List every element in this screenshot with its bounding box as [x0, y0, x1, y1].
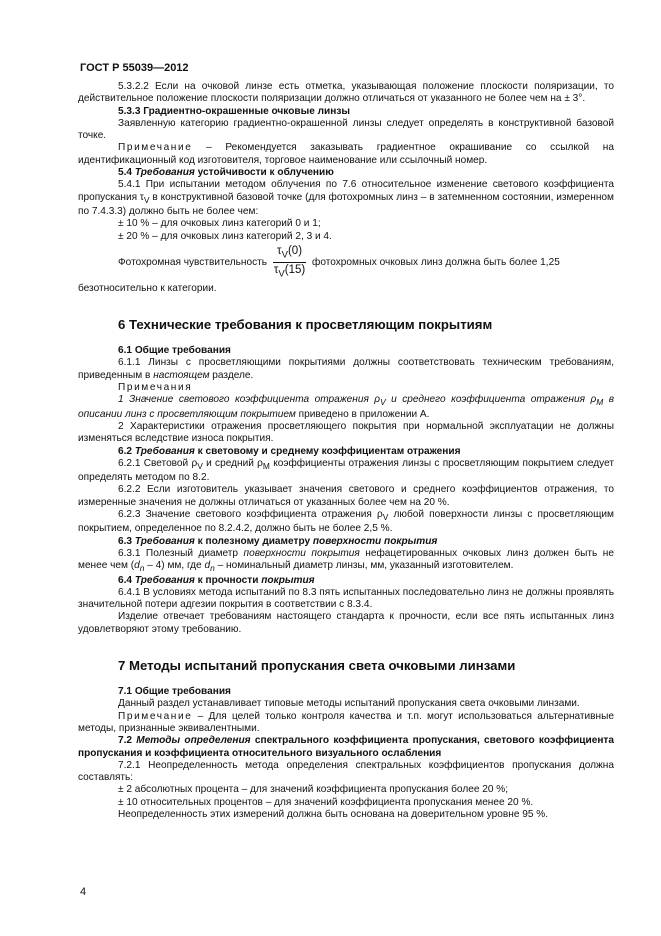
text-italic: поверхности покрытия	[243, 547, 360, 559]
heading-5-4	[78, 167, 614, 179]
heading-rest: к полезному диаметру	[194, 535, 313, 547]
symbol-d: d	[204, 560, 211, 572]
text: 6.1.1 Линзы с просветляющими покрытиями должны соответствовать техническим требованиям, приведенным в	[78, 357, 614, 381]
note-label: Примечание	[118, 142, 193, 154]
paragraph-6-4-1: 6.4.1 В условиях метода испытаний по 8.3 пять испытанных последовательно линз не должны проявлять значительной потери адгезии покрытия в соответствии с 8.3.4.	[78, 586, 614, 611]
section-title-6: 6 Технические требования к просветляющим покрытиям	[118, 317, 493, 333]
paragraph-5-3-3: Заявленную категорию градиентно-окрашенной линзы следует определять в конструктивной базовой точке.	[78, 117, 614, 142]
note-2: 2 Характеристики отражения просветляющего покрытия при нормальной эксплуатации не должны изменяться вследствие износа покрытия.	[78, 420, 614, 445]
heading-7-1: 7.1 Общие требования	[118, 686, 231, 698]
list-item: ± 20 % – для очковых линз категорий 2, 3 и 4.	[118, 230, 332, 242]
text: приведено в приложении А.	[295, 408, 430, 420]
argument: (15)	[284, 264, 306, 277]
page-number: 4	[80, 886, 87, 898]
heading-italic: поверхности покрытия	[312, 535, 438, 547]
list-item: ± 10 % – для очковых линз категорий 0 и 1;	[118, 218, 321, 230]
tau-symbol: τ	[273, 264, 279, 277]
subscript: V	[380, 397, 386, 408]
text: 6.2.1 Световой ρ	[118, 457, 198, 469]
heading-italic: Требования	[134, 445, 195, 457]
text: нефацетированных очковых линз должен быть не менее чем (	[78, 547, 614, 572]
text: – 4) мм, где	[144, 560, 205, 572]
tau-symbol: τ	[277, 244, 282, 257]
note-7-1	[78, 711, 614, 736]
note-5-3-3	[78, 142, 614, 167]
heading-7-2	[78, 735, 614, 760]
paragraph-5-4-1	[78, 179, 614, 218]
heading-number: 6.4	[118, 574, 135, 586]
heading-italic: Требования	[134, 535, 195, 547]
paragraph-6-2-1	[78, 458, 614, 485]
note-1	[78, 394, 614, 421]
fraction	[273, 245, 306, 281]
text: разделе.	[209, 369, 254, 381]
text: 6.2.3 Значение светового коэффициента отражения ρ	[118, 509, 383, 521]
formula-prefix: Фотохромная чувствительность	[118, 256, 268, 268]
text-italic: и среднего коэффициента отражения ρ	[385, 394, 597, 406]
text-italic: 1 Значение светового коэффициента отражения ρ	[118, 394, 381, 406]
heading-6-1: 6.1 Общие требования	[118, 345, 231, 357]
argument: (0)	[287, 244, 303, 257]
heading-6-3	[78, 536, 614, 548]
subscript: n	[139, 563, 145, 574]
text: коэффициенты отражения линзы с просветляющим покрытием следует определять методом по 8.2.	[78, 457, 614, 484]
text-italic: в описании линз с просветляющим покрытием	[78, 394, 614, 420]
paragraph-6-1-1	[78, 357, 614, 382]
text: 5.4.1 При испытании методом облучения по 7.6 относительное изменение светового коэффициента пропускания τ	[78, 179, 614, 203]
text: и средний ρ	[202, 457, 263, 469]
subscript: V	[281, 249, 288, 261]
formula-continuation: безотносительно к категории.	[78, 282, 217, 294]
heading-5-3-3: 5.3.3 Градиентно-окрашенные очковые линзы	[118, 105, 350, 117]
heading-number: 7.2	[118, 735, 137, 747]
heading-6-2	[78, 446, 614, 458]
text: 6.3.1 Полезный диаметр	[118, 547, 244, 559]
subscript: n	[210, 563, 215, 574]
heading-number: 6.3	[118, 535, 135, 547]
subscript: M	[596, 397, 604, 408]
heading-number: 6.2	[118, 445, 135, 457]
paragraph-7-2-1: 7.2.1 Неопределенность метода определения спектральных коэффициентов пропускания должна составлять:	[78, 759, 614, 784]
heading-rest: к световому и среднему коэффициентам отражения	[194, 445, 461, 457]
subscript: V	[143, 194, 150, 205]
text: любой поверхности линзы с просветляющим покрытием, определенное по 8.2.4.2, должно быть не более 2,5 %.	[78, 509, 615, 535]
heading-italic: Методы определения	[136, 735, 251, 747]
note-text: – Для целей только контроля качества и т.п. могут использоваться альтернативные методы, признанные эквивалентными.	[78, 710, 614, 734]
heading-rest: спектрального коэффициента пропускания, светового коэффициента пропускания и коэффициента относительного визуального ослабления	[78, 735, 614, 759]
heading-italic: Требования	[134, 167, 195, 179]
document-header: ГОСТ Р 55039—2012	[80, 62, 189, 74]
section-title-7: 7 Методы испытаний пропускания света очковыми линзами	[118, 658, 516, 674]
subscript: M	[262, 460, 270, 471]
fraction-denominator	[274, 263, 305, 281]
paragraph-5-3-2-2: 5.3.2.2 Если на очковой линзе есть отметка, указывающая положение плоскости поляризации, то действительное положение плоскости поляризации должно отличаться от указанного не более чем на ± 3°.	[78, 81, 614, 105]
symbol-d: d	[134, 560, 140, 572]
notes-label: Примечания	[118, 382, 193, 394]
subscript: V	[382, 512, 389, 523]
paragraph-7-2-1-end: Неопределенность этих измерений должна быть основана на доверительном уровне 95 %.	[118, 809, 549, 821]
note-text: – Рекомендуется заказывать градиентное окрашивание со ссылкой на идентификационный код изготовителя, торговое наименование или ссылочный номер.	[78, 142, 614, 166]
note-label: Примечание	[118, 710, 193, 722]
heading-6-4	[78, 575, 614, 587]
list-item: ± 2 абсолютных процента – для значений коэффициента пропускания более 20 %;	[118, 784, 509, 796]
heading-rest: к прочности	[194, 574, 262, 586]
subscript: V	[197, 460, 203, 471]
subscript: V	[278, 268, 285, 280]
text: – номинальный диаметр линзы, мм, указанный изготовителем.	[214, 560, 514, 572]
photochromic-formula-line	[118, 246, 614, 280]
page-content	[78, 81, 614, 821]
list-item: ± 10 относительных процентов – для значений коэффициента пропускания менее 20 %.	[118, 796, 534, 808]
paragraph-6-2-3	[78, 509, 614, 536]
heading-italic: покрытия	[261, 574, 315, 586]
formula-suffix: фотохромных очковых линз должна быть более 1,25	[312, 256, 560, 268]
text: в конструктивной базовой точке (для фотохромных линз – в затемненном состоянии, измеренном по 7.4.3.3) должно быть не более чем:	[78, 191, 614, 217]
text-italic: настоящем	[153, 369, 210, 381]
fraction-numerator	[273, 245, 306, 264]
paragraph-6-3-1	[78, 548, 614, 575]
paragraph-6-2-2: 6.2.2 Если изготовитель указывает значения светового и среднего коэффициентов отражения, то измеренные значения не должны отличаться от указанных более чем на 20 %.	[78, 484, 614, 508]
paragraph-7-1: Данный раздел устанавливает типовые методы испытаний пропускания света очковыми линзами.	[118, 698, 580, 710]
paragraph-6-4-1b: Изделие отвечает требованиям настоящего стандарта к прочности, если все пять испытанных линз удовлетворяют этому требованию.	[78, 611, 614, 635]
heading-rest: устойчивости к облучению	[194, 167, 334, 179]
heading-number: 5.4	[118, 167, 135, 179]
heading-italic: Требования	[134, 574, 195, 586]
